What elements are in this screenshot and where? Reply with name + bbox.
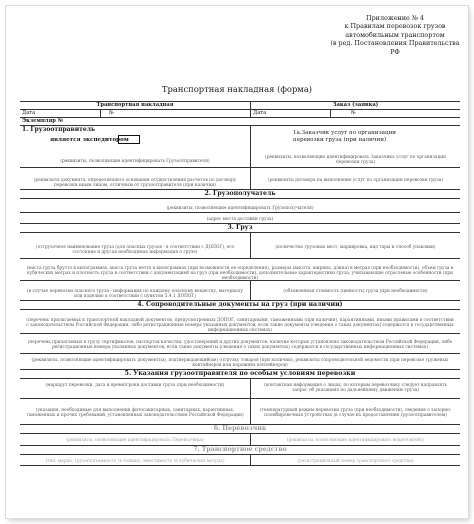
- section-4-title: 4. Сопроводительные документы на груз (при наличии): [20, 300, 460, 309]
- section-3-title: 3. Груз: [20, 223, 460, 232]
- carrier-cell: [20, 434, 250, 445]
- section-1-consignor: [20, 125, 460, 167]
- attached-documents-row: [20, 309, 460, 333]
- cargo-places-note: (количество грузовых мест, маркировка, вид тары и способ упаковки): [275, 245, 436, 250]
- vehicle-row: [20, 454, 460, 466]
- consignor-label: 1. Грузоотправитель: [22, 126, 96, 133]
- temperature-cell: [250, 399, 460, 424]
- section-5-title: 5. Указания грузоотправителя по особым условиям перевозки: [20, 369, 460, 378]
- certificates-note: (перечень прилагаемых к грузу сертификатов, паспортов качества, удостоверений и других документов, наличие которых установлено законодательством Российской Федерации, либо регистрационные номера указанных документов, если такие документы (сведения о таких документах) содержатся в государственных информационных системах): [27, 340, 453, 350]
- copy-row: [20, 117, 460, 125]
- temperature-note: (температурный режим перевозки груза (при необходимости), сведения о запорно-пломбировочных устройствах (в случае их предоставления грузоотправителем): [259, 408, 452, 418]
- certificates-row: [20, 333, 460, 353]
- cargo-name-cell: [20, 233, 250, 258]
- customer-label: 1а.Заказчик услуг по организации: [293, 130, 397, 136]
- dangerous-cargo-cell: [20, 281, 250, 300]
- header-row: [20, 101, 460, 109]
- customer-label-2: перевозки груза (при наличии): [293, 137, 387, 143]
- driver-cell: [250, 434, 460, 445]
- declared-value-cell: [250, 281, 460, 300]
- delivery-address-note: (адрес места доставки груза): [206, 217, 274, 222]
- document-title: Транспортная накладная (форма): [161, 84, 313, 94]
- instructions-cell: [20, 399, 250, 424]
- section-2-title: 2. Грузополучатель: [20, 189, 460, 198]
- copy-number-field[interactable]: Экземпляр №: [22, 118, 64, 124]
- appendix-line: к Правилам перевозок грузов: [344, 22, 446, 31]
- cargo-row: [20, 232, 460, 258]
- payment-basis-cell: [20, 168, 250, 189]
- instructions-row: [20, 398, 460, 424]
- order-date-field[interactable]: Дата: [250, 110, 330, 117]
- driver-note: (реквизиты, позволяющие идентифицировать водителя(ей)): [286, 438, 425, 443]
- vehicle-number-note: (регистрационный номер транспортного средства): [297, 459, 414, 464]
- forwarder-label: является экспедитором: [50, 137, 129, 143]
- route-row: [20, 378, 460, 398]
- vehicle-type-cell: [20, 455, 250, 465]
- cargo-name-note: (отгрузочное наименование груза (для опасных грузов - в соответствии с ДОПОГ), его состояние и другая необходимая информация о грузе): [35, 245, 235, 255]
- cargo-weight-row: [20, 258, 460, 280]
- appendix-line: (в ред. Постановления Правительства: [330, 39, 460, 48]
- consignor-note: (реквизиты, позволяющие идентифицировать Грузоотправителя): [60, 159, 210, 164]
- service-contract-cell: [250, 168, 460, 189]
- service-contract-note: (реквизиты договора на выполнение услуг по организации перевозки груза): [267, 178, 444, 183]
- attached-documents-note: (перечень прилагаемых к транспортной накладной документов, предусмотренных ДОПОГ, санитарными, таможенными (при наличии), карантинными, иными правилами в соответствии с законодательством Российской Федерации, либо регистрационные номера указанных документов, если такие документы (сведения о таких документах) содержатся в государственных информационных системах): [26, 318, 454, 333]
- vehicle-number-cell: [250, 455, 460, 465]
- contact-cell: [250, 379, 460, 398]
- declared-value-note: (объявленная стоимость (ценность) груза (при необходимости): [283, 289, 428, 294]
- order-number-field[interactable]: №: [330, 110, 460, 117]
- cargo-weight-note: (масса груза брутто в килограммах, масса груза нетто в килограммах (при возможности ее определения), размеры (высота, ширина, длина) в метрах (при необходимости), объем груза в кубических метрах и плотность груза в соответствии с документацией на груз (при необходимости), дополнительные характеристики груза, учитывающие отраслевые особенности (при необходимости): [26, 266, 454, 281]
- customer-block: [250, 126, 460, 167]
- payment-basis-note: (реквизиты документа, определяющего основания осуществления расчетов по договору перевозки иным лицом, отличным от грузоотправителя (при наличии): [33, 178, 237, 188]
- customer-note: (реквизиты, позволяющие идентифицировать Заказчика услуг по организации перевозки груза): [265, 155, 446, 165]
- cargo-places-cell: [250, 233, 460, 258]
- dangerous-cargo-note: (в случае перевозки опасного груза - информация по каждому опасному веществу, материалу или изделию в соответствии с пунктом 5.4.1 ДОПОГ): [27, 289, 243, 299]
- shipment-docs-row: [20, 353, 460, 369]
- consignor-block: [20, 126, 250, 167]
- vehicle-type-note: (тип, марка, грузоподъемность (в тоннах), вместимость (в кубических метрах): [45, 459, 225, 464]
- appendix-note: [330, 14, 460, 56]
- dangerous-cargo-row: [20, 280, 460, 300]
- carrier-note: (реквизиты, позволяющие идентифицировать Перевозчика): [66, 438, 204, 443]
- tn-label: Транспортная накладная: [96, 102, 174, 108]
- forwarder-checkbox[interactable]: [118, 135, 140, 144]
- date-number-row: [20, 109, 460, 117]
- route-cell: [20, 379, 250, 398]
- carrier-row: [20, 433, 460, 445]
- route-note: (маршрут перевозки, дата и время/сроки доставки груза (при необходимости): [45, 383, 225, 388]
- instructions-note: (указания, необходимые для выполнения фитосанитарных, санитарных, карантинных, таможенных и прочих требований, установленных законодательством Российской Федерации): [26, 408, 244, 418]
- form-table: [20, 101, 460, 466]
- appendix-line: РФ: [390, 47, 400, 56]
- consignee-note: (реквизиты, позволяющие идентифицировать Грузополучателя): [166, 206, 314, 211]
- document-page: [6, 6, 468, 518]
- order-label: Заказ (заявка): [250, 102, 460, 109]
- appendix-line: автомобильным транспортом: [345, 30, 445, 39]
- section-1-documents: [20, 167, 460, 189]
- delivery-address-row: [20, 212, 460, 223]
- section-6-title: 6. Перевозчик: [20, 424, 460, 433]
- shipment-docs-note: (реквизиты, позволяющие идентифицировать документ(ы), подтверждающий(ие) отгрузку товаров (при наличии), реквизиты сопроводительной ведомости (при перевозке груженых контейнеров или порожних контейнеров): [31, 358, 449, 368]
- section-7-title: 7. Транспортное средство: [20, 445, 460, 454]
- appendix-line: Приложение № 4: [366, 14, 424, 22]
- consignee-row: [20, 198, 460, 212]
- tn-number-field[interactable]: №: [100, 110, 250, 117]
- tn-date-field[interactable]: Дата: [22, 110, 36, 116]
- contact-note: (контактная информация о лицах, по которым перевозчику следует направлять запрос об указаниях по дальнейшему движению груза): [264, 383, 447, 393]
